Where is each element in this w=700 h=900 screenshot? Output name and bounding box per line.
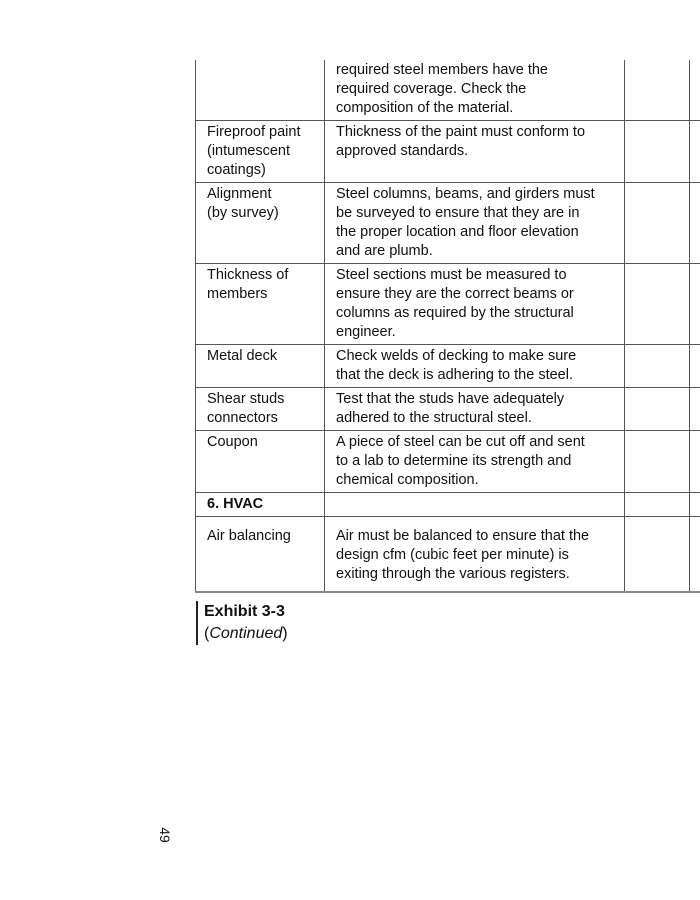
description-cell: Check welds of decking to make sure that the deck is adhering to the steel. bbox=[325, 345, 625, 388]
table-row bbox=[196, 121, 700, 183]
section-heading-row bbox=[196, 493, 700, 517]
blank-cell bbox=[690, 183, 700, 264]
description-cell: required steel members have the required coverage. Check the composition of the material. bbox=[325, 60, 625, 121]
blank-cell bbox=[625, 121, 690, 183]
blank-cell bbox=[690, 493, 700, 517]
exhibit-note-text: Continued bbox=[209, 625, 283, 642]
description-cell: Air must be balanced to ensure that the design cfm (cubic feet per minute) is exiting through the various registers. bbox=[325, 517, 625, 592]
blank-cell bbox=[690, 388, 700, 431]
item-cell: Shear studs connectors bbox=[196, 388, 325, 431]
description-cell bbox=[325, 493, 625, 517]
table-row bbox=[196, 60, 700, 121]
blank-cell bbox=[690, 121, 700, 183]
table-row bbox=[196, 431, 700, 493]
blank-cell bbox=[625, 388, 690, 431]
item-cell: Metal deck bbox=[196, 345, 325, 388]
item-cell: Thickness of members bbox=[196, 264, 325, 345]
blank-cell bbox=[625, 345, 690, 388]
section-heading: 6. HVAC bbox=[196, 493, 325, 517]
table-row bbox=[196, 183, 700, 264]
exhibit-label: Exhibit 3-3 bbox=[204, 603, 285, 620]
table-row bbox=[196, 264, 700, 345]
blank-cell bbox=[625, 431, 690, 493]
blank-cell bbox=[625, 264, 690, 345]
table-row bbox=[196, 345, 700, 388]
blank-cell bbox=[690, 431, 700, 493]
item-cell: Fireproof paint (intumescent coatings) bbox=[196, 121, 325, 183]
paren-open: ( bbox=[204, 625, 210, 642]
blank-cell bbox=[625, 60, 690, 121]
paren-close: ) bbox=[282, 625, 288, 642]
blank-cell bbox=[690, 517, 700, 592]
blank-cell bbox=[690, 60, 700, 121]
item-cell bbox=[196, 60, 325, 121]
blank-cell bbox=[690, 264, 700, 345]
table-row bbox=[196, 388, 700, 431]
description-cell: Steel columns, beams, and girders must be surveyed to ensure that they are in the proper location and floor elevation and are plumb. bbox=[325, 183, 625, 264]
blank-cell bbox=[625, 517, 690, 592]
item-cell: Air balancing bbox=[196, 517, 325, 592]
description-cell: A piece of steel can be cut off and sent to a lab to determine its strength and chemical composition. bbox=[325, 431, 625, 493]
item-cell: Coupon bbox=[196, 431, 325, 493]
blank-cell bbox=[625, 493, 690, 517]
table-row bbox=[196, 517, 700, 592]
blank-cell bbox=[690, 345, 700, 388]
description-cell: Thickness of the paint must conform to approved standards. bbox=[325, 121, 625, 183]
blank-cell bbox=[625, 183, 690, 264]
exhibit-caption bbox=[196, 601, 288, 645]
inspection-table bbox=[195, 60, 700, 593]
exhibit-note bbox=[204, 622, 288, 645]
description-cell: Test that the studs have adequately adhered to the structural steel. bbox=[325, 388, 625, 431]
description-cell: Steel sections must be measured to ensure they are the correct beams or columns as required by the structural engineer. bbox=[325, 264, 625, 345]
page-number: 49 bbox=[157, 827, 173, 843]
item-cell: Alignment (by survey) bbox=[196, 183, 325, 264]
